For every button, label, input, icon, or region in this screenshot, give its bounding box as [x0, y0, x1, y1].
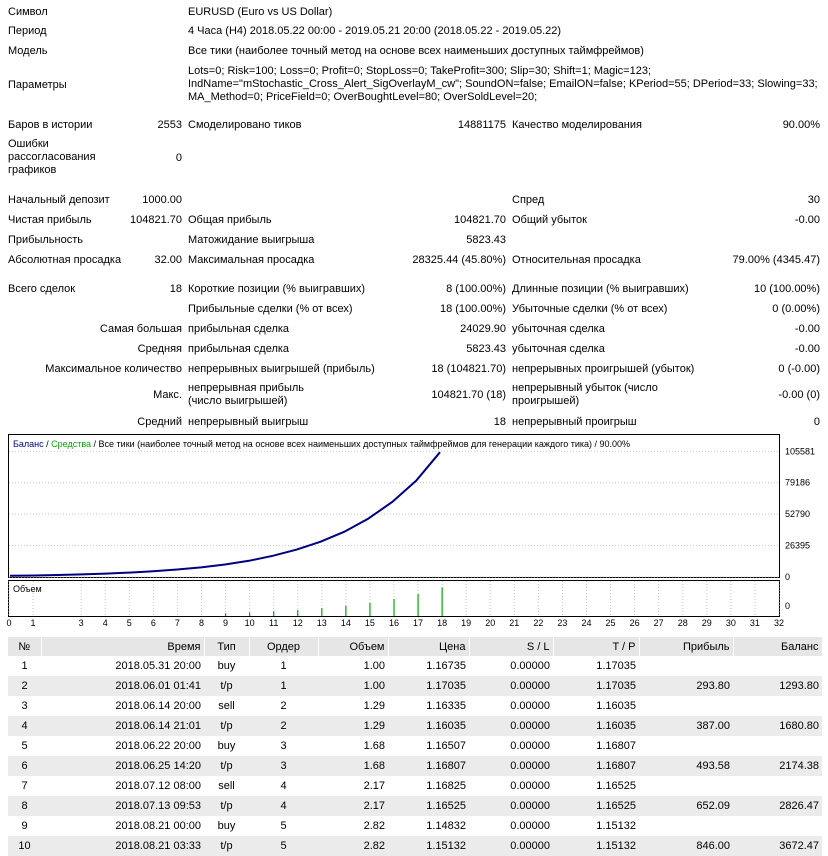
gross-profit-value: 104821.70 [454, 214, 506, 226]
gross-loss-value: -0.00 [794, 214, 820, 226]
trade-sl: 0.00000 [469, 676, 553, 696]
trade-profit [639, 656, 733, 676]
profit-trades-label: Прибыльные сделки (% от всех) [188, 303, 353, 315]
trade-profit [639, 736, 733, 756]
average-loss-value: -0.00 [794, 343, 820, 355]
model-value: Все тики (наиболее точный метод на основе всех наименьших доступных таймфреймов) [188, 45, 644, 57]
col-header-volume[interactable]: Объем [318, 637, 388, 656]
x-tick-label: 30 [725, 618, 736, 628]
trade-price: 1.16735 [426, 660, 466, 672]
trade-balance: 1293.80 [733, 676, 822, 696]
avg-consec-wins-label: непрерывный выигрыш [188, 416, 309, 428]
trade-type: buy [217, 820, 236, 832]
trade-tp: 1.16807 [553, 756, 639, 776]
trade-sl: 0.00000 [469, 836, 553, 856]
trade-order: 3 [249, 756, 318, 776]
average-profit-label: прибыльная сделка [188, 343, 290, 355]
trade-number: 10 [8, 836, 41, 856]
x-tick-label: 26 [629, 618, 640, 628]
col-header-sl[interactable]: S / L [469, 637, 553, 656]
trade-sl: 0.00000 [510, 780, 550, 792]
symbol-label: Символ [8, 6, 48, 18]
trade-profit: 652.09 [639, 796, 733, 816]
short-positions-label: Короткие позиции (% выигравших) [188, 283, 366, 295]
table-row[interactable] [8, 736, 822, 756]
y-tick-label: 105581 [785, 446, 816, 457]
trade-balance: 2174.38 [733, 756, 822, 776]
x-tick-label: 28 [677, 618, 688, 628]
trade-order: 5 [249, 836, 318, 856]
trade-profit [639, 696, 733, 716]
deposit-value: 1000.00 [142, 194, 182, 206]
x-tick-label: 11 [269, 618, 279, 628]
x-tick-label: 25 [605, 618, 616, 628]
col-header-order[interactable]: Ордер [249, 637, 318, 656]
legend-model-text: / Все тики (наиболее точный метод на основе всех наименьших доступных таймфреймов для генерации каждого тика) / 90.00% [91, 439, 631, 449]
trade-volume: 1.29 [318, 716, 388, 736]
params-label: Параметры [8, 79, 67, 91]
trade-type: sell [218, 780, 235, 792]
trade-number: 9 [21, 820, 28, 832]
trade-profit: 293.80 [639, 676, 733, 696]
gross-profit-label: Общая прибыль [188, 214, 272, 226]
trade-balance [733, 656, 822, 676]
trade-price: 1.16825 [426, 780, 466, 792]
col-header-time[interactable]: Время [41, 637, 204, 656]
trade-time: 2018.06.25 14:20 [41, 756, 204, 776]
quality-label: Качество моделирования [512, 119, 642, 131]
table-row[interactable] [8, 696, 822, 716]
x-tick-label: 3 [78, 618, 84, 628]
avg-consec-wins-value: 18 [493, 416, 506, 428]
trade-volume: 2.82 [363, 820, 385, 832]
max-label: Макс. [153, 389, 182, 401]
bars-label: Баров в истории [8, 119, 93, 131]
trade-type: t/p [204, 836, 249, 856]
trade-time: 2018.06.01 01:41 [41, 676, 204, 696]
total-trades-value: 18 [169, 283, 182, 295]
table-row[interactable] [8, 776, 822, 796]
net-profit-value: 104821.70 [130, 214, 182, 226]
trade-volume: 2.82 [318, 836, 388, 856]
trade-price: 1.16335 [426, 700, 466, 712]
x-tick-label: 8 [198, 618, 205, 628]
x-tick-label: 0 [6, 618, 12, 628]
rel-drawdown-value: 79.00% (4345.47) [732, 254, 820, 266]
trade-order: 5 [280, 820, 287, 832]
trade-profit: 846.00 [639, 836, 733, 856]
trade-balance [733, 736, 822, 756]
x-tick-label: 7 [174, 618, 180, 628]
table-row[interactable] [8, 756, 822, 776]
max-consec-profit-label: непрерывная прибыль (число выигрышей) [188, 382, 305, 407]
x-tick-label: 17 [413, 618, 424, 628]
x-tick-label: 4 [102, 618, 108, 628]
errors-value: 0 [175, 152, 182, 164]
largest-loss-label: убыточная сделка [512, 323, 605, 335]
deposit-label: Начальный депозит [8, 194, 110, 206]
max-consec-losses-label: непрерывных проигрышей (убыток) [512, 363, 695, 375]
trade-type: t/p [204, 676, 249, 696]
col-header-balance[interactable]: Баланс [733, 637, 822, 656]
spread-value: 30 [807, 194, 820, 206]
net-profit-label: Чистая прибыль [8, 214, 92, 226]
x-tick-label: 9 [223, 618, 229, 628]
loss-trades-label: Убыточные сделки (% от всех) [512, 303, 668, 315]
volume-zero-label: 0 [785, 601, 791, 611]
trade-volume: 2.17 [363, 780, 385, 792]
largest-label: Самая большая [99, 323, 182, 335]
trade-type: t/p [204, 716, 249, 736]
x-tick-label: 5 [126, 618, 132, 628]
trade-time: 2018.07.12 08:00 [115, 780, 201, 792]
x-tick-label: 32 [773, 618, 785, 628]
max-drawdown-label: Максимальная просадка [188, 254, 315, 266]
rel-drawdown-label: Относительная просадка [512, 254, 641, 266]
max-drawdown-value: 28325.44 (45.80%) [412, 254, 506, 266]
largest-loss-value: -0.00 [794, 323, 820, 335]
trade-number: 4 [8, 716, 41, 736]
x-tick-label: 21 [509, 618, 520, 628]
trade-order: 1 [280, 660, 287, 672]
col-header-profit[interactable]: Прибыль [639, 637, 733, 656]
x-tick-label: 15 [364, 618, 375, 628]
y-tick-label: 52790 [785, 509, 811, 520]
trade-volume: 1.29 [363, 700, 385, 712]
trade-price: 1.17035 [388, 676, 469, 696]
y-tick-label: 26395 [785, 540, 811, 551]
table-row[interactable] [8, 656, 822, 676]
trade-volume: 2.17 [318, 796, 388, 816]
trade-price: 1.15132 [388, 836, 469, 856]
trade-sl: 0.00000 [510, 740, 550, 752]
max-consec-wins-value: 18 (104821.70) [431, 363, 506, 375]
trade-tp: 1.17035 [553, 676, 639, 696]
svg-text:Баланс / Средства / Все тики ( [13, 439, 630, 449]
x-tick-label: 12 [292, 618, 303, 628]
average-loss-label: убыточная сделка [512, 343, 605, 355]
trade-volume: 1.00 [363, 660, 385, 672]
largest-profit-value: 24029.90 [460, 323, 506, 335]
trade-balance: 3672.47 [733, 836, 822, 856]
trade-type: t/p [204, 796, 249, 816]
trade-type: sell [218, 700, 235, 712]
x-tick-label: 31 [749, 618, 760, 628]
trade-type: t/p [204, 756, 249, 776]
trade-sl: 0.00000 [510, 820, 550, 832]
trade-time: 2018.06.22 20:00 [115, 740, 201, 752]
col-header-price[interactable]: Цена [388, 637, 469, 656]
model-label: Модель [8, 45, 48, 57]
x-tick-label: 6 [150, 618, 156, 628]
trade-tp: 1.16525 [553, 796, 639, 816]
trade-price: 1.16807 [388, 756, 469, 776]
avg-consec-label: Средний [137, 416, 182, 428]
balance-chart [8, 434, 821, 632]
trade-profit [639, 776, 733, 796]
gross-loss-label: Общий убыток [512, 214, 587, 226]
table-row[interactable] [8, 716, 822, 736]
loss-trades-value: 0 (0.00%) [772, 303, 820, 315]
spread-label: Спред [512, 194, 545, 206]
max-consec-losses-value: 0 (-0.00) [778, 363, 820, 375]
abs-drawdown-value: 32.00 [154, 254, 182, 266]
x-tick-label: 24 [581, 618, 592, 628]
short-positions-value: 8 (100.00%) [446, 283, 506, 295]
trade-balance [733, 696, 822, 716]
total-trades-label: Всего сделок [8, 283, 76, 295]
trade-number: 3 [21, 700, 28, 712]
trade-number: 7 [21, 780, 28, 792]
trade-sl: 0.00000 [469, 716, 553, 736]
trade-price: 1.14832 [426, 820, 466, 832]
ticks-value: 14881175 [457, 119, 506, 131]
table-row[interactable] [8, 796, 822, 816]
col-header-tp[interactable]: T / P [553, 637, 639, 656]
max-number-label: Максимальное количество [45, 363, 182, 375]
trade-sl: 0.00000 [510, 660, 550, 672]
x-tick-label: 27 [653, 618, 664, 628]
trade-order: 2 [249, 716, 318, 736]
trade-type: buy [217, 660, 236, 672]
x-tick-label: 16 [388, 618, 400, 628]
col-header-number[interactable]: № [8, 637, 41, 656]
period-label: Период [8, 25, 47, 37]
trade-sl: 0.00000 [510, 700, 550, 712]
trade-volume: 1.00 [318, 676, 388, 696]
table-header-row [8, 637, 822, 656]
profit-trades-value: 18 (100.00%) [439, 303, 506, 315]
period-value: 4 Часа (H4) 2018.05.22 00:00 - 2019.05.21 20:00 (2018.05.22 - 2019.05.22) [188, 25, 562, 37]
profit-factor-label: Прибыльность [8, 234, 83, 246]
ticks-label: Смоделировано тиков [188, 119, 302, 131]
trade-time: 2018.08.21 00:00 [115, 820, 201, 832]
x-tick-label: 18 [437, 618, 448, 628]
x-tick-label: 19 [461, 618, 472, 628]
x-tick-label: 22 [533, 618, 544, 628]
trade-sl: 0.00000 [469, 796, 553, 816]
largest-profit-label: прибыльная сделка [188, 323, 290, 335]
average-profit-value: 5823.43 [466, 343, 506, 355]
errors-label: Ошибки рассогласования графиков [8, 138, 96, 176]
trade-time: 2018.06.14 21:01 [41, 716, 204, 736]
trade-time: 2018.05.31 20:00 [115, 660, 201, 672]
price-panel [9, 435, 780, 578]
trade-number: 8 [8, 796, 41, 816]
trade-price: 1.16525 [388, 796, 469, 816]
max-consec-loss-label: непрерывный убыток (число проигрышей) [512, 382, 658, 407]
trade-number: 1 [21, 660, 28, 672]
params-value: Lots=0; Risk=100; Loss=0; Profit=0; StopLoss=0; TakeProfit=300; Slip=30; Shift=1; Magic=123; IndName="mStochastic_Cross_Alert_SigOverlayM_cw"; SoundON=false; EmailON=false; KPeriod=55; DPeriod=33; Slowing=33; MA_Method=0; PriceField=0; OverBoughtLevel=80; OverSoldLevel=20; [188, 65, 818, 103]
y-tick-label: 79186 [785, 477, 811, 488]
trade-tp: 1.16035 [596, 700, 636, 712]
max-consec-profit-value: 104821.70 (18) [431, 389, 506, 401]
trade-order: 3 [280, 740, 287, 752]
max-consec-wins-label: непрерывных выигрышей (прибыль) [188, 363, 375, 375]
trade-profit: 493.58 [639, 756, 733, 776]
trade-tp: 1.16525 [596, 780, 636, 792]
trade-price: 1.16035 [388, 716, 469, 736]
trade-number: 2 [8, 676, 41, 696]
col-header-type[interactable]: Тип [204, 637, 249, 656]
x-tick-label: 20 [485, 618, 496, 628]
trade-order: 2 [280, 700, 287, 712]
trade-order: 4 [249, 796, 318, 816]
trade-number: 6 [8, 756, 41, 776]
trade-tp: 1.16807 [596, 740, 636, 752]
quality-value: 90.00% [782, 119, 820, 131]
x-tick-label: 14 [340, 618, 351, 628]
trade-time: 2018.08.21 03:33 [41, 836, 204, 856]
trade-number: 5 [21, 740, 28, 752]
table-row[interactable] [8, 836, 822, 856]
trade-tp: 1.17035 [596, 660, 636, 672]
bars-value: 2553 [157, 119, 182, 131]
expected-payoff-label: Матожидание выигрыша [188, 234, 315, 246]
avg-consec-losses-value: 0 [813, 416, 820, 428]
trade-volume: 1.68 [318, 756, 388, 776]
trade-balance [733, 776, 822, 796]
legend-equity: Средства [51, 439, 92, 449]
max-consec-loss-value: -0.00 (0) [778, 389, 820, 401]
table-row[interactable] [8, 816, 822, 836]
trade-price: 1.16507 [426, 740, 466, 752]
long-positions-label: Длинные позиции (% выигравших) [512, 283, 689, 295]
table-row[interactable] [8, 676, 822, 696]
x-tick-label: 29 [701, 618, 712, 628]
legend-separator: / [43, 439, 52, 449]
x-tick-label: 10 [244, 618, 255, 628]
trade-tp: 1.15132 [596, 820, 636, 832]
average-label: Средняя [137, 343, 182, 355]
expected-payoff-value: 5823.43 [466, 234, 506, 246]
x-tick-label: 23 [557, 618, 568, 628]
trade-volume: 1.68 [363, 740, 385, 752]
trades-table [8, 637, 823, 856]
abs-drawdown-label: Абсолютная просадка [8, 254, 122, 266]
trade-type: buy [217, 740, 236, 752]
trade-time: 2018.06.14 20:00 [115, 700, 201, 712]
long-positions-value: 10 (100.00%) [753, 283, 820, 295]
trade-time: 2018.07.13 09:53 [41, 796, 204, 816]
trade-balance: 2826.47 [733, 796, 822, 816]
trade-balance [733, 816, 822, 836]
legend-balance: Баланс [13, 439, 44, 449]
trade-tp: 1.16035 [553, 716, 639, 736]
avg-consec-losses-label: непрерывный проигрыш [512, 416, 637, 428]
trade-profit [639, 816, 733, 836]
volume-label: Объем [13, 584, 42, 594]
trade-sl: 0.00000 [469, 756, 553, 776]
x-tick-label: 13 [316, 618, 327, 628]
symbol-value: EURUSD (Euro vs US Dollar) [188, 6, 333, 18]
y-tick-label: 0 [785, 572, 791, 582]
trade-tp: 1.15132 [553, 836, 639, 856]
trade-order: 1 [249, 676, 318, 696]
trade-balance: 1680.80 [733, 716, 822, 736]
x-tick-label: 1 [30, 618, 36, 628]
trade-profit: 387.00 [639, 716, 733, 736]
trade-order: 4 [280, 780, 287, 792]
